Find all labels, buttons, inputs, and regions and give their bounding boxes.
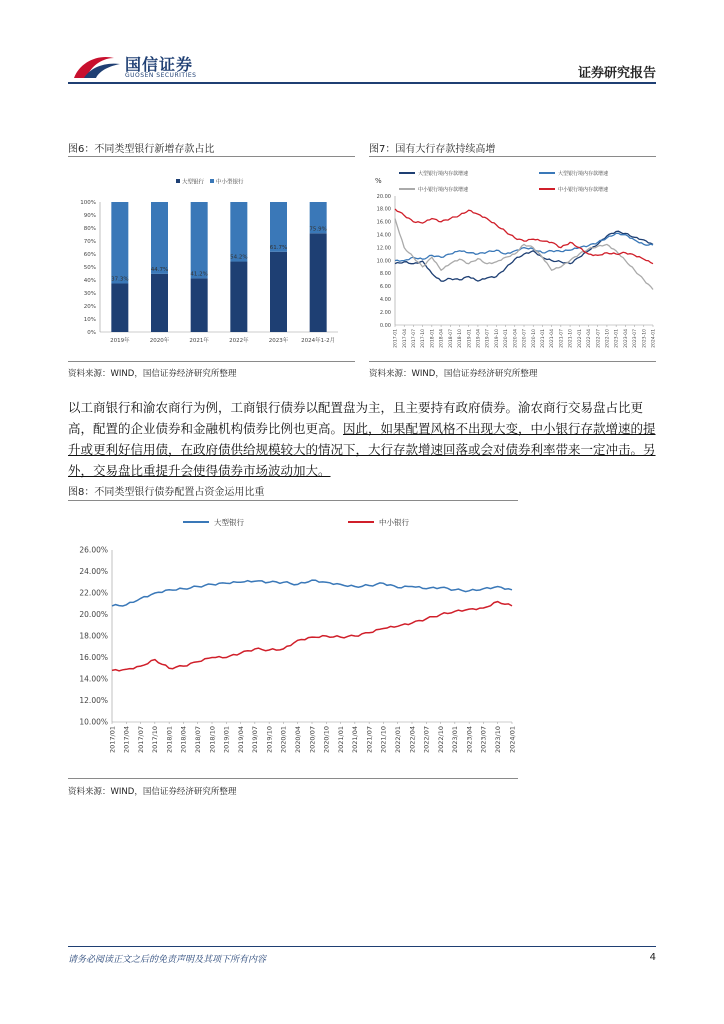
fig8-y-tick-label: 18.00% <box>79 631 108 641</box>
fig7-legend-label: 大型银行境内存款增速 <box>558 171 609 177</box>
fig7-source: 资料来源：WIND，国信证券经济研究所整理 <box>369 369 538 379</box>
fig6-bar-large-bank <box>111 284 128 332</box>
fig7-legend-label: 中小银行境内存款增速 <box>558 187 609 193</box>
fig8-x-tick-label: 2020/10 <box>322 726 331 754</box>
fig8-x-tick-label: 2017/07 <box>136 726 145 754</box>
fig7-x-tick-label: 2020-10 <box>531 329 537 348</box>
fig8-y-tick-label: 14.00% <box>79 674 108 684</box>
fig8-x-tick-label: 2017/01 <box>108 726 117 754</box>
fig6-y-tick-label: 20% <box>83 304 96 310</box>
fig6-y-tick-label: 70% <box>83 239 96 245</box>
fig7-legend-label: 大型银行境内存款增速 <box>418 171 469 177</box>
fig6-x-tick-label: 2024年1-2月 <box>301 338 336 344</box>
fig8-x-tick-label: 2019/01 <box>222 726 231 754</box>
page-number: 4 <box>649 952 656 963</box>
paragraph-part2-underlined: 因此，如果配置风格不出现大变，中小银行存款增速的提升或更利好信用债，在政府债供给规模较大的情况下，大行存款增速回落或会对债券利率带来一定冲击。另外，交易盘比重提升会使得债券市场波动加大。 <box>68 421 656 478</box>
fig8-x-tick-label: 2019/07 <box>251 726 260 754</box>
fig8-x-tick-label: 2020/07 <box>308 726 317 754</box>
fig8-x-tick-label: 2021/01 <box>336 726 345 754</box>
fig7-x-tick-label: 2022-10 <box>605 329 611 348</box>
fig6-bar-small-bank <box>151 202 168 274</box>
fig8-x-tick-label: 2018/01 <box>165 726 174 754</box>
guosen-logo-icon <box>70 52 124 82</box>
fig7-series-line-3 <box>395 209 653 264</box>
fig6-top-rule <box>68 156 355 157</box>
fig6-chart <box>68 160 355 360</box>
fig6-x-tick-label: 2022年 <box>229 338 249 344</box>
fig7-series-line-1 <box>395 233 653 261</box>
fig7-y-tick-label: 6.00 <box>379 284 391 291</box>
fig7-y-tick-label: 16.00 <box>376 219 391 226</box>
fig8-chart <box>68 504 518 776</box>
fig7-x-tick-label: 2023-01 <box>614 329 620 348</box>
fig7-x-tick-label: 2018-04 <box>439 329 445 348</box>
fig8-top-rule <box>68 500 518 501</box>
fig6-y-tick-label: 40% <box>83 278 96 284</box>
fig6-x-tick-label: 2020年 <box>149 338 170 344</box>
fig7-x-tick-label: 2024-01 <box>651 329 657 348</box>
fig7-y-tick-label: 18.00 <box>376 206 391 213</box>
fig6-y-tick-label: 10% <box>83 317 96 323</box>
fig8-y-tick-label: 22.00% <box>79 588 108 598</box>
fig6-y-tick-label: 50% <box>83 265 96 271</box>
fig8-y-tick-label: 16.00% <box>79 653 108 663</box>
fig6-legend-swatch <box>210 179 214 183</box>
fig6-source: 资料来源：WIND，国信证券经济研究所整理 <box>68 369 237 379</box>
fig8-x-tick-label: 2017/10 <box>151 726 160 754</box>
fig6-y-tick-label: 100% <box>80 200 96 206</box>
fig6-y-tick-label: 60% <box>83 252 96 258</box>
fig7-x-tick-label: 2022-04 <box>587 329 593 348</box>
fig6-legend-label: 中小型银行 <box>216 179 244 186</box>
fig7-x-tick-label: 2020-01 <box>504 329 510 348</box>
fig6-bar-large-bank <box>230 262 247 332</box>
fig7-x-tick-label: 2017-04 <box>402 329 408 348</box>
fig8-x-tick-label: 2024/01 <box>508 726 517 754</box>
fig7-x-tick-label: 2017-07 <box>412 329 418 348</box>
fig7-x-tick-label: 2019-10 <box>494 329 500 348</box>
fig8-x-tick-label: 2022/04 <box>408 726 417 754</box>
fig7-x-tick-label: 2018-01 <box>430 329 436 348</box>
fig8-x-tick-label: 2018/07 <box>193 726 202 754</box>
fig8-title: 图8：不同类型银行债券配置占资金运用比重 <box>68 487 265 498</box>
fig7-y-unit: % <box>375 177 382 185</box>
fig7-bottom-rule <box>369 361 656 362</box>
fig6-bar-small-bank <box>230 202 247 262</box>
fig7-x-tick-label: 2019-04 <box>476 329 482 348</box>
fig7-x-tick-label: 2023-07 <box>633 329 639 348</box>
fig8-y-tick-label: 24.00% <box>79 567 108 577</box>
fig7-x-tick-label: 2022-01 <box>577 329 583 348</box>
fig8-x-tick-label: 2019/04 <box>236 726 245 754</box>
fig8-x-tick-label: 2022/10 <box>436 726 445 754</box>
fig7-x-tick-label: 2020-07 <box>522 329 528 348</box>
report-type: 证券研究报告 <box>577 66 656 81</box>
fig8-x-tick-label: 2021/10 <box>379 726 388 754</box>
fig8-y-tick-label: 26.00% <box>79 545 108 555</box>
fig8-y-tick-label: 10.00% <box>79 717 108 727</box>
fig8-series-line-1 <box>112 602 512 671</box>
fig7-top-rule <box>369 156 656 157</box>
fig8-legend-label: 中小银行 <box>379 518 409 527</box>
fig8-x-tick-label: 2020/01 <box>279 726 288 754</box>
fig6-data-label: 61.7% <box>269 244 288 251</box>
fig7-x-tick-label: 2021-01 <box>541 329 547 348</box>
fig7-y-tick-label: 14.00 <box>376 232 391 239</box>
fig6-bar-large-bank <box>310 233 327 332</box>
fig7-y-tick-label: 10.00 <box>376 258 391 265</box>
fig8-bottom-rule <box>68 778 518 779</box>
header-divider <box>68 82 656 84</box>
fig7-x-tick-label: 2019-01 <box>467 329 473 348</box>
fig7-chart <box>369 160 656 360</box>
fig7-x-tick-label: 2021-07 <box>559 329 565 348</box>
fig8-y-tick-label: 20.00% <box>79 610 108 620</box>
fig6-bar-large-bank <box>270 252 287 332</box>
fig7-x-tick-label: 2018-07 <box>448 329 454 348</box>
fig7-y-tick-label: 0.00 <box>379 322 391 329</box>
fig7-x-tick-label: 2021-04 <box>550 329 556 348</box>
fig6-x-tick-label: 2023年 <box>268 338 289 344</box>
fig6-bar-small-bank <box>191 202 208 278</box>
fig7-x-tick-label: 2021-10 <box>568 329 574 348</box>
fig7-x-tick-label: 2020-04 <box>513 329 519 348</box>
fig6-data-label: 37.3% <box>111 276 129 283</box>
fig6-x-tick-label: 2021年 <box>189 338 209 344</box>
logo-title: 国信证券 <box>125 55 194 74</box>
fig8-source: 资料来源：WIND，国信证券经济研究所整理 <box>68 787 237 797</box>
fig7-y-tick-label: 8.00 <box>379 271 391 278</box>
fig6-bar-large-bank <box>151 274 168 332</box>
fig8-y-tick-label: 12.00% <box>79 696 108 706</box>
logo-subtitle: GUOSEN SECURITIES <box>125 72 197 79</box>
fig7-y-tick-label: 20.00 <box>376 193 391 200</box>
footer-divider <box>68 946 656 947</box>
fig7-x-tick-label: 2023-04 <box>623 329 629 348</box>
footer-disclaimer: 请务必阅读正文之后的免责声明及其项下所有内容 <box>68 955 267 965</box>
fig8-x-tick-label: 2022/07 <box>422 726 431 754</box>
fig8-x-tick-label: 2017/04 <box>122 726 131 754</box>
fig8-x-tick-label: 2018/04 <box>179 726 188 754</box>
fig7-x-tick-label: 2019-07 <box>485 329 491 348</box>
fig6-data-label: 54.2% <box>230 254 248 261</box>
fig8-legend-label: 大型银行 <box>214 518 244 527</box>
fig6-data-label: 44.7% <box>150 266 169 273</box>
fig6-x-tick-label: 2019年 <box>110 338 130 344</box>
fig7-x-tick-label: 2022-07 <box>596 329 602 348</box>
fig6-legend-swatch <box>176 179 180 183</box>
fig6-y-tick-label: 0% <box>87 330 96 336</box>
fig6-legend-label: 大型银行 <box>182 179 205 186</box>
fig8-x-tick-label: 2021/04 <box>351 726 360 754</box>
body-paragraph <box>68 397 658 481</box>
fig7-y-tick-label: 2.00 <box>379 309 391 316</box>
fig8-x-tick-label: 2019/10 <box>265 726 274 754</box>
fig6-bottom-rule <box>68 361 355 362</box>
fig6-title: 图6：不同类型银行新增存款占比 <box>68 144 215 155</box>
paragraph-part1: 以工商银行和渝农商行为例，工商银行债券以配置盘为主，且主要持有政府债券。渝农商行交易盘占比更高，配置的企业债券和金融机构债券比例也更高。 <box>68 400 644 436</box>
fig7-x-tick-label: 2018-10 <box>458 329 464 348</box>
fig7-y-tick-label: 12.00 <box>376 245 391 252</box>
fig7-y-tick-label: 4.00 <box>379 296 391 303</box>
fig8-x-tick-label: 2021/07 <box>365 726 374 754</box>
fig7-x-tick-label: 2017-01 <box>393 329 399 348</box>
fig7-x-tick-label: 2023-10 <box>642 329 648 348</box>
fig6-bar-large-bank <box>191 278 208 332</box>
fig8-x-tick-label: 2022/01 <box>393 726 402 754</box>
fig8-x-tick-label: 2023/10 <box>493 726 502 754</box>
fig8-x-tick-label: 2023/04 <box>465 726 474 754</box>
fig8-x-tick-label: 2023/07 <box>479 726 488 754</box>
fig7-legend-label: 中小银行境内存款增速 <box>418 187 469 193</box>
fig8-x-tick-label: 2023/01 <box>451 726 460 754</box>
fig7-title: 图7：国有大行存款持续高增 <box>369 144 496 155</box>
fig6-bar-small-bank <box>111 202 128 284</box>
fig8-x-tick-label: 2018/10 <box>208 726 217 754</box>
fig6-data-label: 75.9% <box>309 226 327 233</box>
fig6-y-tick-label: 90% <box>83 213 96 219</box>
fig6-y-tick-label: 80% <box>83 226 96 232</box>
fig6-y-tick-label: 30% <box>83 291 96 297</box>
fig8-series-line-0 <box>112 580 512 606</box>
fig8-x-tick-label: 2020/04 <box>293 726 302 754</box>
fig7-x-tick-label: 2017-10 <box>421 329 427 348</box>
fig6-data-label: 41.2% <box>190 271 208 278</box>
